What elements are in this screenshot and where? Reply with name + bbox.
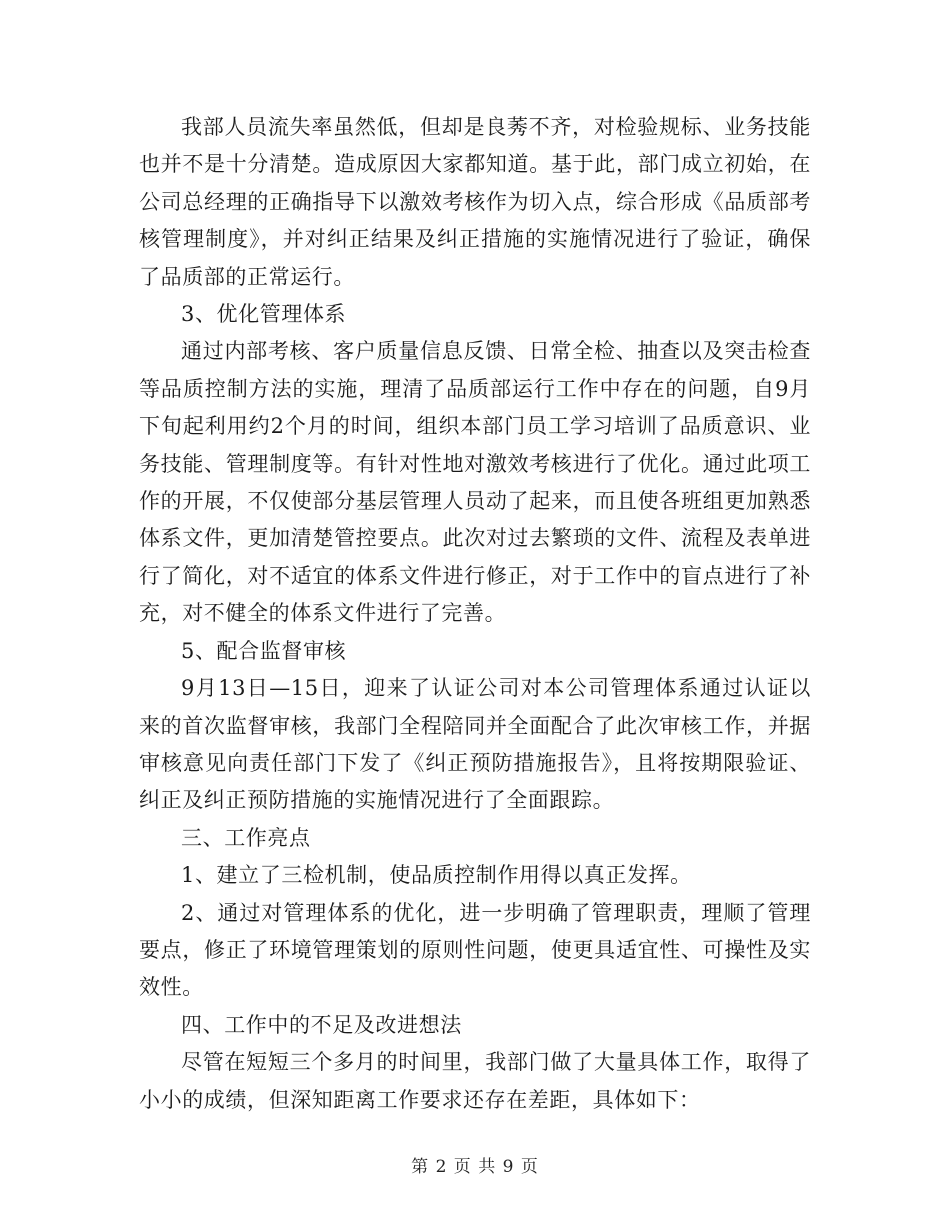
heading-work-highlights: 三、工作亮点 — [181, 825, 311, 850]
heading-shortcomings: 四、工作中的不足及改进想法 — [181, 1012, 462, 1037]
paragraph-staff-turnover: 我部人员流失率虽然低，但却是良莠不齐，对检验规标、业务技能也并不是十分清楚。造成原因大家都知道。基于此，部门成立初始，在公司总经理的正确指导下以激效考核作为切入点，综合形成《品质部考核管理制度》，并对纠正结果及纠正措施的实施情况进行了验证，确保了品质部的正常运行。 — [139, 115, 811, 289]
paragraph-shortcomings-intro: 尽管在短短三个多月的时间里，我部门做了大量具体工作，取得了小小的成绩，但深知距离工作要求还存在差距，具体如下： — [139, 1050, 811, 1112]
paragraph-audit-details: 9月13日—15日，迎来了认证公司对本公司管理体系通过认证以来的首次监督审核，我部门全程陪同并全面配合了此次审核工作，并据审核意见向责任部门下发了《纠正预防措施报告》，且将按期限验证、纠正及纠正预防措施的实施情况进行了全面跟踪。 — [139, 676, 811, 813]
document-body — [139, 109, 811, 1119]
heading-optimize-management-system: 3、优化管理体系 — [181, 302, 347, 327]
paragraph-highlight-2: 2、通过对管理体系的优化，进一步明确了管理职责，理顺了管理要点，修正了环境管理策划的原则性问题，使更具适宜性、可操性及实效性。 — [139, 900, 811, 1000]
paragraph-highlight-1: 1、建立了三检机制，使品质控制作用得以真正发挥。 — [181, 863, 692, 888]
paragraph-internal-assessment: 通过内部考核、客户质量信息反馈、日常全检、抽查以及突击检查等品质控制方法的实施，理清了品质部运行工作中存在的问题，自9月下旬起利用约2个月的时间，组织本部门员工学习培训了品质意识、业务技能、管理制度等。有针对性地对激效考核进行了优化。通过此项工作的开展，不仅使部分基层管理人员动了起来，而且使各班组更加熟悉体系文件，更加清楚管控要点。此次对过去繁琐的文件、流程及表单进行了简化，对不适宜的体系文件进行修正，对于工作中的盲点进行了补充，对不健全的体系文件进行了完善。 — [139, 339, 811, 626]
heading-supervision-audit: 5、配合监督审核 — [181, 638, 347, 663]
page-number-footer: 第 2 页 共 9 页 — [411, 1157, 539, 1177]
